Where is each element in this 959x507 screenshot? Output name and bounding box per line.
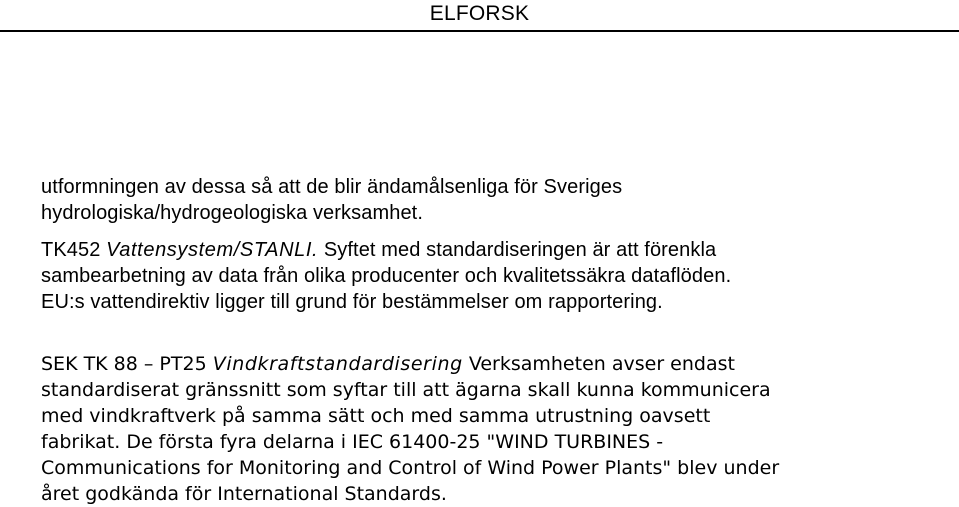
paragraph-tk452 — [41, 237, 941, 315]
paragraph-line: sambearbetning av data från olika producenter och kvalitetssäkra dataflöden. — [41, 265, 732, 287]
paragraph-line: utformningen av dessa så att de blir ändamålsenliga för Sveriges — [41, 176, 623, 198]
paragraph-line: med vindkraftverk på samma sätt och med samma utrustning oavsett — [41, 405, 711, 427]
paragraph-line: Communications for Monitoring and Control of Wind Power Plants" blev under — [41, 457, 780, 479]
paragraph-line: året godkända för International Standards. — [41, 483, 447, 505]
page-header — [0, 0, 959, 32]
paragraph-sek-tk88 — [41, 351, 941, 507]
paragraph-first-line — [41, 351, 941, 377]
header-title: ELFORSK — [429, 2, 530, 25]
paragraph-line: fabrikat. De första fyra delarna i IEC 61400-25 "WIND TURBINES - — [41, 431, 664, 453]
committee-code: SEK TK 88 – PT25 — [41, 353, 207, 375]
paragraph-text: Syftet med standardiseringen är att förenkla — [323, 239, 717, 261]
committee-title: Vattensystem/STANLI. — [106, 239, 319, 261]
paragraph-hydrology — [41, 174, 941, 226]
paragraph-line: hydrologiska/hydrogeologiska verksamhet. — [41, 202, 423, 224]
committee-title: Vindkraftstandardisering — [212, 353, 463, 375]
paragraph-first-line — [41, 237, 941, 263]
paragraph-line: EU:s vattendirektiv ligger till grund för bestämmelser om rapportering. — [41, 291, 663, 313]
paragraph-line: standardiserat gränssnitt som syftar till att ägarna skall kunna kommunicera — [41, 379, 771, 401]
committee-code: TK452 — [41, 239, 101, 261]
paragraph-text: Verksamheten avser endast — [468, 353, 735, 375]
